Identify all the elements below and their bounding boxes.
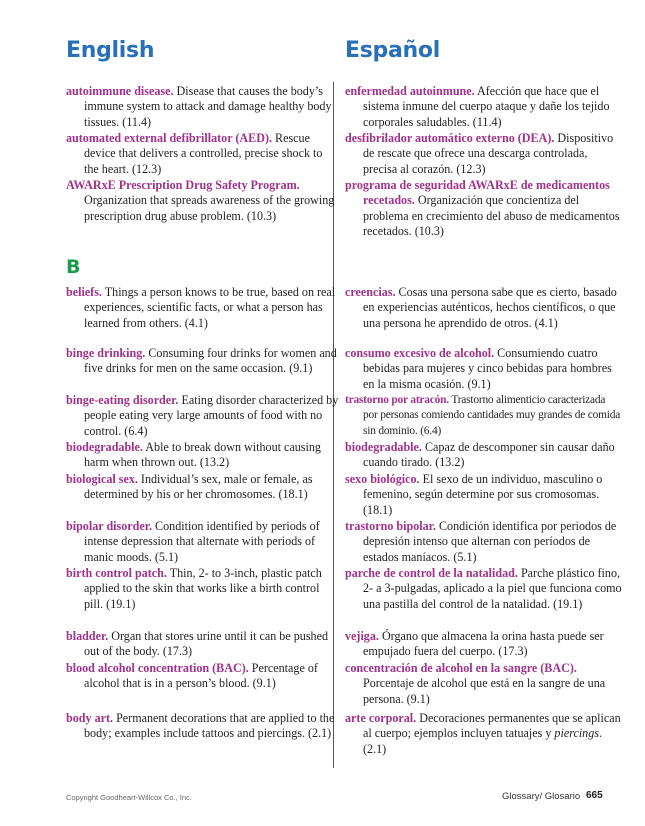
glossary-entry [345, 346, 622, 392]
entry-term: parche de control de la natalidad. [345, 566, 518, 580]
glossary-entry [66, 519, 339, 565]
entry-definition: Condition identified by periods of intense depression that alternate with periods of manic moods. (5.1) [84, 519, 320, 564]
entry-definition: Thin, 2- to 3-inch, plastic patch applied to the skin that works like a birth control pill. (19.1) [84, 566, 322, 611]
entry-definition: Porcentaje de alcohol que está en la sangre de una persona. (9.1) [363, 676, 606, 706]
entry-term: bladder. [66, 629, 109, 643]
entry-definition: Organización que concientiza del problema en crecimiento del abuso de medicamentos recetados. (10.3) [363, 193, 620, 239]
page-number: 665 [586, 790, 603, 801]
entry-term: programa de seguridad AWARxE de medicamentos recetados. [345, 178, 610, 208]
entry-definition-italic: piercings [554, 726, 599, 741]
entry-definition: Permanent decorations that are applied to the body; examples include tattoos and piercings. (2.1) [84, 711, 335, 741]
entry-term: vejiga. [345, 629, 379, 643]
glossary-entry [66, 131, 339, 177]
entry-definition: Decoraciones permanentes que se aplican al cuerpo; ejemplos incluyen tatuajes y [363, 711, 621, 741]
glossary-entry [66, 178, 339, 224]
entry-definition: Consumiendo cuatro bebidas para mujeres y cinco bebidas para hombres en la misma ocasión. (9.1) [363, 346, 612, 391]
entry-term: creencias. [345, 285, 396, 299]
spanish-heading: Español [345, 38, 440, 63]
entry-definition: Órgano que almacena la orina hasta puede ser empujado fuera del cuerpo. (17.3) [363, 629, 604, 659]
entry-definition-end: . (2.1) [363, 726, 603, 756]
entry-term: birth control patch. [66, 566, 167, 580]
entry-term: biodegradable. [345, 440, 422, 454]
glossary-entry [66, 285, 339, 331]
entry-definition: Things a person knows to be true, based on real experiences, scientific facts, or what a person has learned from others. (4.1) [84, 285, 336, 330]
entry-definition: Rescue device that delivers a controlled, precise shock to the heart. (12.3) [84, 131, 323, 176]
entry-term: binge drinking. [66, 346, 146, 360]
glossary-entry [66, 629, 339, 660]
entry-definition: Organization that spreads awareness of the growing prescription drug abuse problem. (10.3) [84, 193, 335, 223]
entry-definition: Parche plástico fino, 2- a 3-pulgadas, aplicado a la piel que funciona como una pastilla del control de la natalidad. (19.1) [363, 566, 622, 611]
entry-definition: Disease that causes the body’s immune system to attack and damage healthy body tissues. (11.4) [84, 84, 332, 129]
entry-definition: Dispositivo de rescate que ofrece una descarga controlada, precisa al corazón. (12.3) [363, 131, 614, 176]
entry-definition: Individual’s sex, male or female, as determined by his or her chromosomes. (18.1) [84, 472, 313, 502]
glossary-entry [66, 346, 339, 377]
entry-definition: Condición identifica por periodos de depresión intenso que alternan con períodos de estados maníacos. (5.1) [363, 519, 617, 564]
running-footer-title: Glossary/ Glosario [502, 791, 581, 802]
entry-term: arte corporal. [345, 711, 417, 725]
glossary-entry [345, 393, 622, 439]
entry-term: bipolar disorder. [66, 519, 153, 533]
glossary-entry [66, 472, 339, 503]
entry-definition: Cosas una persona sabe que es cierto, basado en experiencias auténticos, hechos científicos, o que una persona he aprendido de otros. (4.1) [363, 285, 617, 330]
entry-definition: Eating disorder characterized by people eating very large amounts of food with no control. (6.4) [84, 393, 339, 438]
entry-term: biodegradable. [66, 440, 143, 454]
glossary-entry [345, 472, 622, 518]
entry-term: sexo biológico. [345, 472, 420, 486]
glossary-entry [66, 566, 339, 612]
entry-definition: Able to break down without causing harm when thrown out. (13.2) [84, 440, 321, 470]
copyright-notice: Copyright Goodheart-Willcox Co., Inc. [66, 793, 192, 802]
entry-term: binge-eating disorder. [66, 393, 179, 407]
entry-definition: El sexo de un individuo, masculino o femenino, según determine por sus cromosomas. (18.1) [363, 472, 603, 517]
entry-definition: Organ that stores urine until it can be pushed out of the body. (17.3) [84, 629, 329, 659]
glossary-entry [345, 661, 622, 707]
entry-term: blood alcohol concentration (BAC). [66, 661, 249, 675]
entry-term: biological sex. [66, 472, 138, 486]
glossary-entry [345, 519, 622, 565]
section-letter-b: B [66, 256, 81, 278]
entry-definition: Percentage of alcohol that is in a person’s blood. (9.1) [84, 661, 318, 691]
glossary-entry [66, 393, 339, 439]
entry-definition: Afección que hace que el sistema inmune del cuerpo ataque y dañe los tejido corporales saludables. (11.4) [363, 84, 610, 129]
entry-definition: Consuming four drinks for women and five drinks for men on the same occasion. (9.1) [84, 346, 337, 376]
entry-term: concentración de alcohol en la sangre (BAC). [345, 661, 577, 675]
entry-term: AWARxE Prescription Drug Safety Program. [66, 178, 300, 192]
glossary-entry [66, 711, 339, 742]
glossary-entry [345, 131, 622, 177]
entry-term: consumo excesivo de alcohol. [345, 346, 495, 360]
glossary-entry [66, 440, 339, 471]
entry-term: enfermedad autoinmune. [345, 84, 475, 98]
entry-definition: Trastorno alimenticio caracterizada por personas comiendo cantidades muy grandes de comida sin dominio. (6.4) [363, 394, 621, 437]
entry-term: desfibrilador automático externo (DEA). [345, 131, 555, 145]
entry-term: beliefs. [66, 285, 102, 299]
glossary-entry [345, 285, 622, 331]
entry-term: body art. [66, 711, 114, 725]
glossary-entry [345, 178, 622, 240]
entry-term: automated external defibrillator (AED). [66, 131, 273, 145]
entry-term: autoimmune disease. [66, 84, 174, 98]
glossary-entry [345, 629, 622, 660]
glossary-entry [66, 661, 339, 692]
glossary-entry [66, 84, 339, 130]
english-heading: English [66, 38, 155, 63]
glossary-entry [345, 84, 622, 130]
entry-term: trastorno bipolar. [345, 519, 436, 533]
glossary-entry [345, 566, 622, 612]
entry-definition: Capaz de descomponer sin causar daño cuando tirado. (13.2) [363, 440, 615, 470]
entry-term: trastorno por atracón. [345, 394, 449, 406]
glossary-entry [345, 711, 622, 757]
glossary-entry [345, 440, 622, 471]
